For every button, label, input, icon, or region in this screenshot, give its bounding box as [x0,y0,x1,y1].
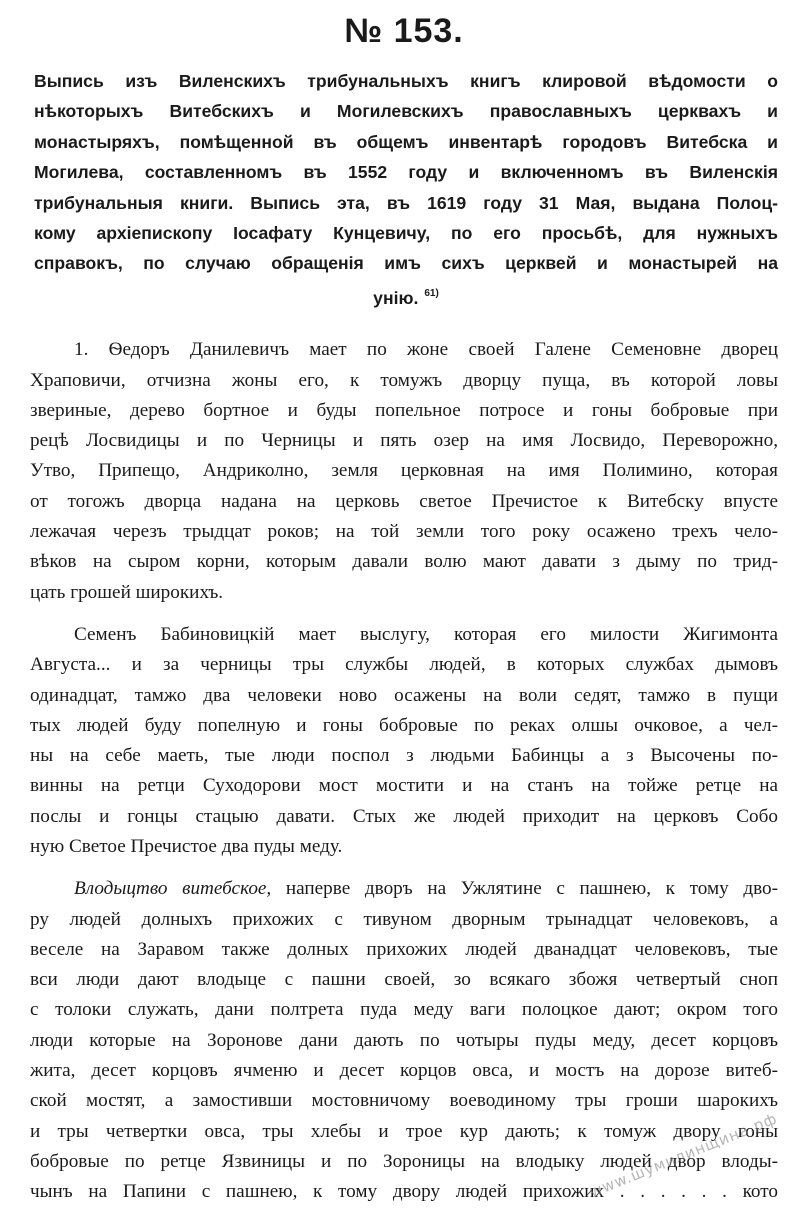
watermark: www.шумилинщина.рф [586,1109,780,1202]
text-line: 1. Ѳедоръ Данилевичъ мает по жоне своей Галене Семеновне дворец [74,339,778,361]
document-body [30,335,778,1207]
heading-line: кому архіепископу Іосафату Кунцевичу, по его просьбѣ, для нужныхъ [34,223,778,244]
text-line: люди которые на Зоронове дани дають по чотыры пуды меду, десет корцовъ [30,1029,778,1051]
paragraph-2 [30,620,778,862]
heading-line: нѣкоторыхъ Витебскихъ и Могилевскихъ православныхъ церквахъ и [34,101,778,122]
text-line: веселе на Заравом также долных прихожих людей дванадцат человековъ, тые [30,938,778,960]
text-line: винны на ретци Суходорови мост мостити и на станъ на тойже ретце на [30,775,778,797]
text-line: ную Светое Пречистое два пуды меду. [30,836,343,857]
text-line-rest: наперве дворъ на Ужлятине с пашнею, к тому дво- [271,878,778,900]
heading-last-line [34,279,778,313]
text-line: послы и гонцы стацыю давати. Стых же людей приходит на церковъ Собо [30,805,778,827]
footnote-ref: 61) [424,287,439,299]
text-line: бобровые по ретце Язвиницы и по Зороницы на влодыку людей двор влоды- [30,1150,778,1172]
text-line-lead [30,874,778,904]
text-line: одинадцат, тамжо два человеки ново осажены на воли седят, тамжо в пущи [30,684,778,706]
heading-line: монастыряхъ, помѣщенной въ общемъ инвентарѣ городовъ Витебска и [34,131,778,152]
text-line: от тогожъ дворца надана на церковь светое Пречистое к Витебску впусте [30,490,778,512]
text-line: чынъ на Папини с пашнею, к тому двору людей прихожих . . . . . . кото [30,1181,778,1203]
text-line: тых людей буду попелную и гоны бобровые по реках олшы очковое, а чел- [30,714,778,736]
text-line: ру людей долныхъ прихожих с тивуном дворным трынадцат человековъ, а [30,908,778,930]
document-number: № 153. [344,12,464,50]
text-line: жита, десет корцовъ ячменю и десет корцов овса, и мостъ на дорозе витеб- [30,1060,778,1082]
text-line: вѣков на сыром корни, которым давали волю мают давати з дыму по трид- [30,551,778,573]
text-line: с толоки служать, дани полтрета пуда меду ваги полоцкое дают; окром того [30,999,778,1021]
text-line: звериные, дерево бортное и буды попельное потросе и гоны бобровые при [30,399,778,421]
text-line: Храповичи, отчизна жоны его, к томужъ дворцу пуща, въ которой ловы [30,369,778,391]
heading-line: Могилева, составленномъ въ 1552 году и включенномъ въ Виленскія [34,162,778,183]
text-line: и тры четвертки овса, тры хлебы и трое кур дають; к томуж двору гоны [30,1120,778,1142]
heading-line: Выпись изъ Виленскихъ трибунальныхъ книгъ клировой вѣдомости о [34,71,778,91]
heading-line: справокъ, по случаю обращенія имъ сихъ церквей и монастырей на [34,253,778,274]
document-heading [30,66,778,313]
text-line: рецѣ Лосвидицы и по Черницы и пять озер на имя Лосвидо, Переворожно, [30,430,778,452]
heading-line: трибунальныя книги. Выпись эта, въ 1619 году 31 Мая, выдана Полоц- [34,192,778,213]
italic-lead: Влодыцтво витебское, [74,878,272,900]
paragraph-3 [30,874,778,1207]
text-line: ской мостят, а замостивши мостовничому воеводиному тры гроши шарокихъ [30,1090,778,1112]
text-line: вси люди дают влодыце с пашни своей, зо всякаго збожя четвертый сноп [30,969,778,991]
text-line: Семенъ Бабиновицкій мает выслугу, которая его милости Жигимонта [74,623,778,645]
text-line: цать грошей широкихъ. [30,581,224,603]
heading-last-word: унію. [373,287,419,308]
text-line: ны на себе маеть, тые люди поспол з людьми Бабинцы а з Высочены по- [30,745,778,767]
text-line: Утво, Припещо, Андриколно, земля церковная на имя Полимино, которая [30,460,778,482]
text-line: лежачая черезъ трыдцат роков; на той земли того року осажено трехъ чело- [30,521,778,543]
paragraph-1 [30,335,778,608]
text-line: Августа... и за черницы тры службы людей, в которых службах дымовъ [30,654,778,676]
